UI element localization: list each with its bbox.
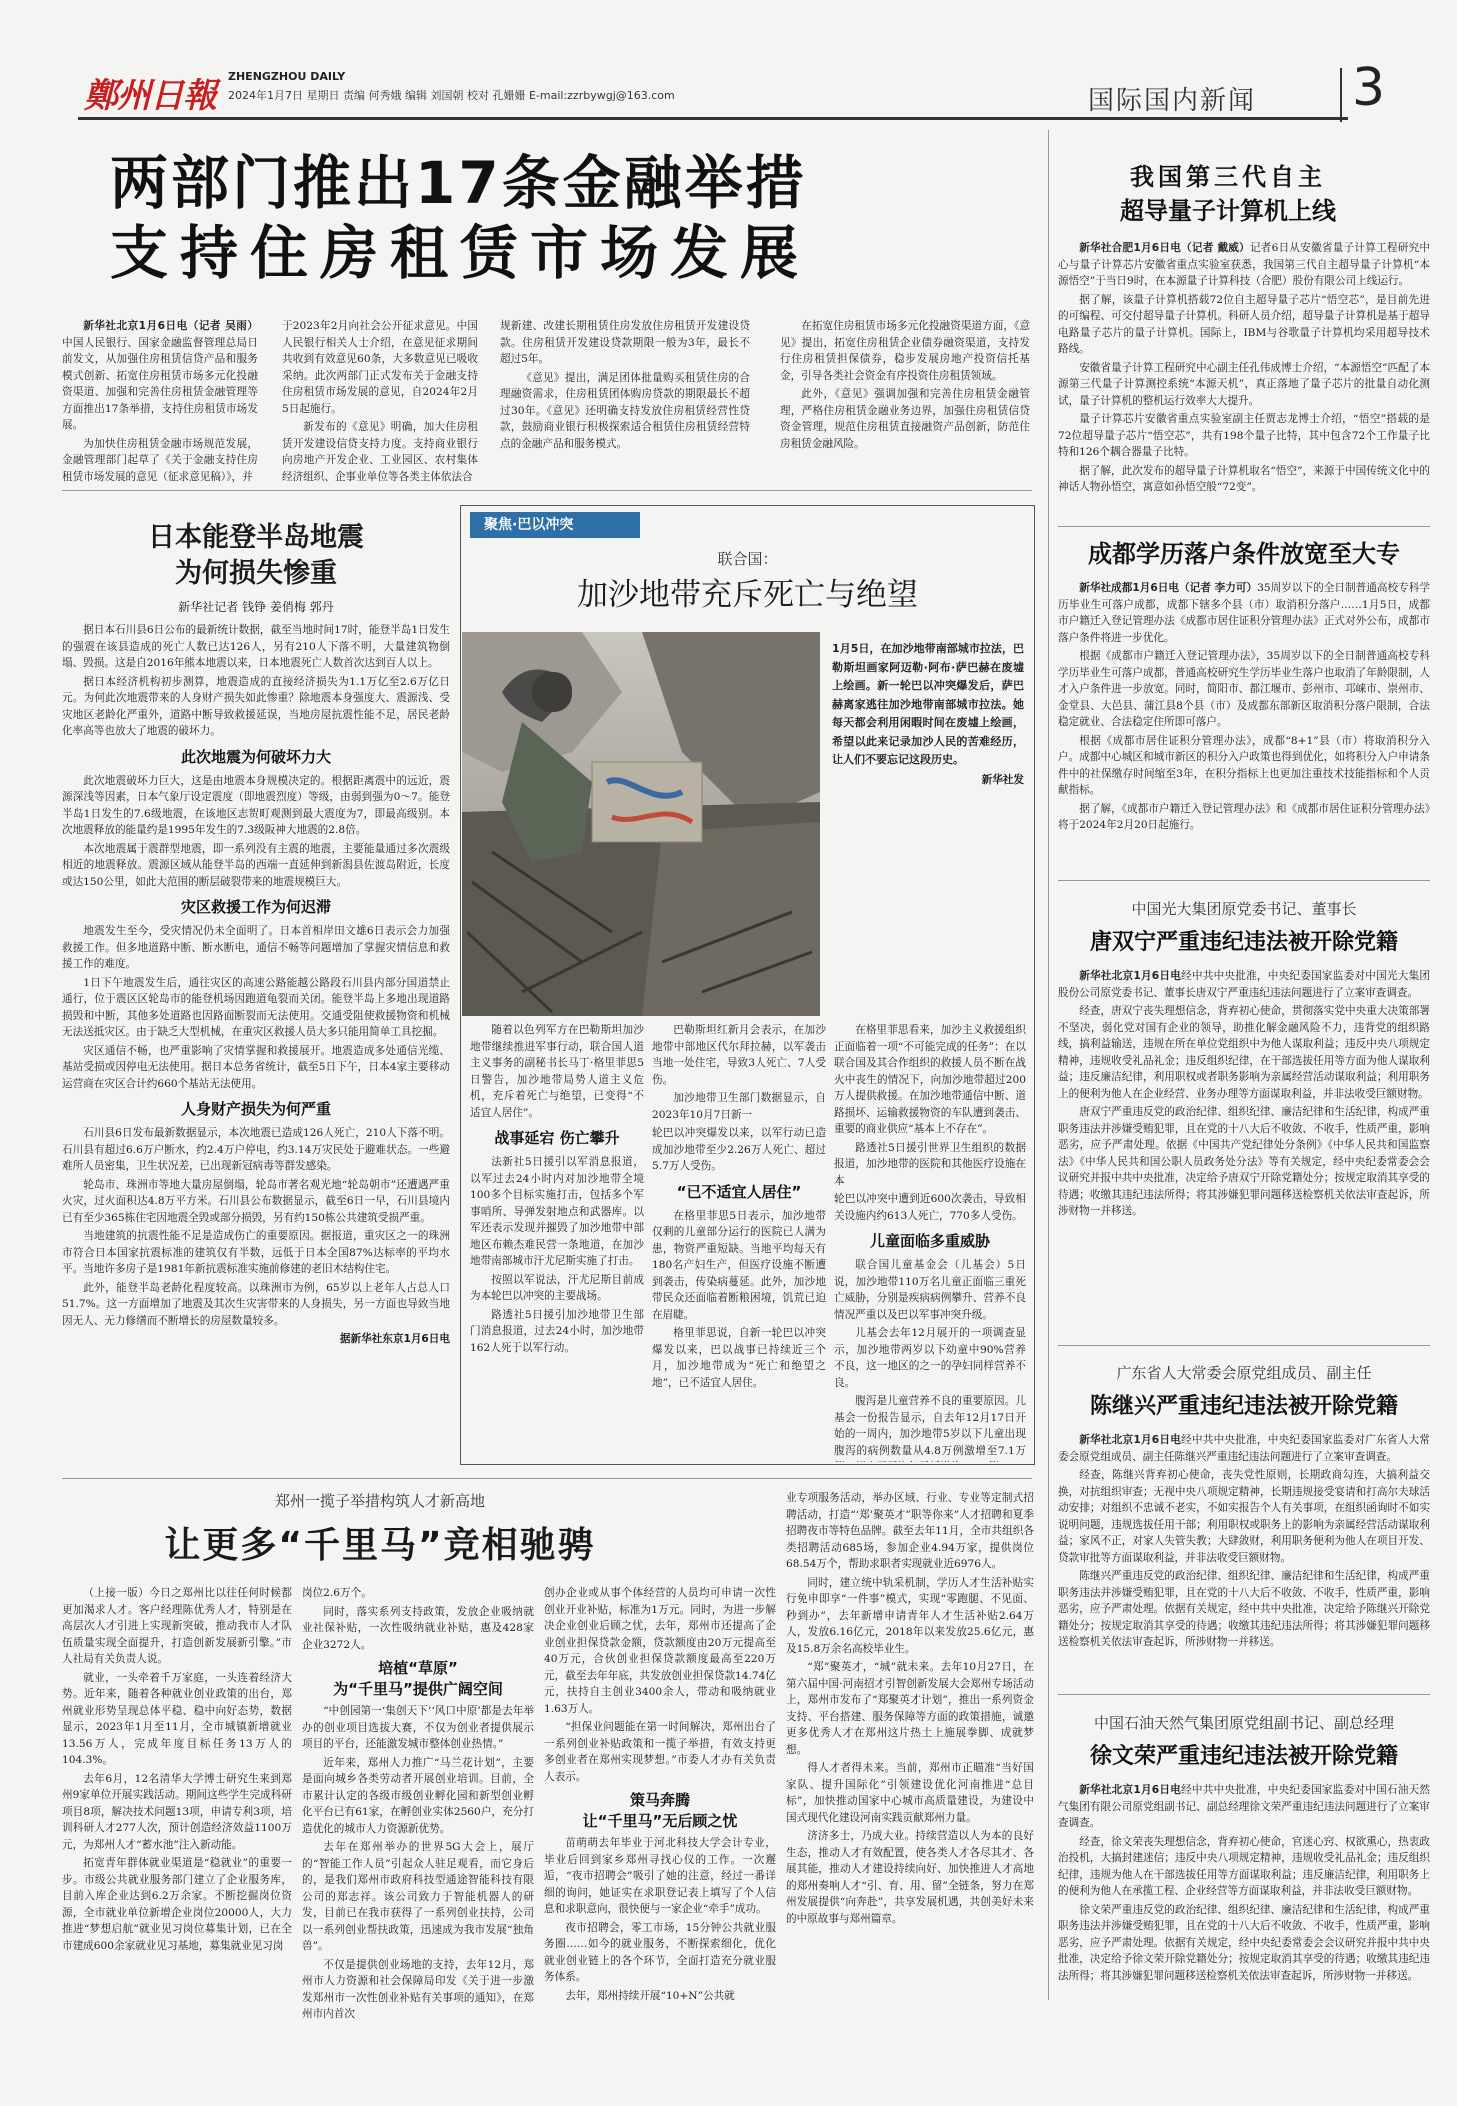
divider <box>62 1478 1032 1479</box>
zz-column-3 <box>544 1585 776 2055</box>
lead-text: 新发布的《意见》明确，加大住房租赁开发建设信贷支持力度。支持商业银行向房地产开发企业、工业园区、农村集体经济组织、企事业单位等各类主体依法合 <box>282 421 478 483</box>
zz-paragraph: 创办企业或从事个体经营的人员均可申请一次性创业开业补贴，标准为1万元。同时，为进一步解决企业创业后顾之忧，去年，郑州市还提高了企业创业担保贷款金额，贷款额度由20万元提高至40万元，合伙创业担保贷款额度最高至220万元，截至去年年底，共发放创业担保贷款14.74亿元，扶持自主创业3400余人，带动和吸纳就业1.63万人。 <box>544 1587 776 1715</box>
chen-kicker: 广东省人大常委会原党组成员、副主任 <box>1116 1364 1372 1382</box>
zz-paragraph: 济济多士，乃成大业。持续营造以人为本的良好生态，推动人才有效配置，使各类人才各尽其才、各展其能，推动人才建设持续向好、加快推进人才高地的郑州奏响人才“引、育、用、留”全链条，努力在郑州发展提供“向奔赴”，共享发展机遇，共创美好未来的中原故事与郑州篇章。 <box>786 1830 1034 1925</box>
zz-column-2 <box>302 1585 534 2055</box>
divider <box>1048 130 1049 2000</box>
page-number: 3 <box>1352 58 1386 118</box>
zz-paragraph: 同时，建立统中轨采机制，学历人才生活补贴实行免申即享“一件事”模式，实现“零跑腿、不见面、秒到办”，去年新增申请青年人才生活补贴2.64万人，发放6.16亿元，2018年以来发放25.6亿元，惠及15.8万余名高校毕业生。 <box>786 1576 1034 1655</box>
gaza-caption-text: 1月5日，在加沙地带南部城市拉法，巴勒斯坦画家阿迈勒·阿布·萨巴赫在废墟上绘画。新一轮巴以冲突爆发后，萨巴赫离家逃往加沙地带南部城市拉法。她每天都会利用闲暇时间在废墟上绘画，希望以此来记录加沙人民的苦难经历，让人们不要忘记这段历史。 <box>832 642 1024 766</box>
chengdu-text: 35周岁以下的全日制普通高校专科学历毕业生可落户成都，成都下辖多个县（市）取消积分落户……1月5日，成都市户籍迁入登记管理办法《成都市居住证积分管理办法》正式对外公布，成都市落户条件将进一步优化。 <box>1058 582 1430 644</box>
xu-title: 徐文荣严重违纪违法被开除党籍 <box>1089 1744 1398 1769</box>
zz-paragraph: 得人才者得未来。当前，郑州市正瞄准“当好国家队、提升国际化”引领建设优化河南推进“总目标”，加快推动国家中心城市高质量建设，为建设中国式现代化建设河南实践贡献郑州力量。 <box>786 1762 1034 1824</box>
gaza-paragraph: 腹泻是儿童营养不良的重要原因。儿基会一份报告显示，自去年12月17日开始的一周内，加沙地带5岁以下儿童出现腹泻的病例数量从4.8万例激增至7.1万 <box>834 1395 1026 1457</box>
xu-body <box>1058 1782 1430 2055</box>
zz-paragraph: （上接一版）今日之郑州比以往任何时候都更加渴求人才。客户经理陈优秀人才，特别是在高层次人才引进上实现新突破，推动我市人才队伍质量实现全面提升，打造创新发展新引擎。”市人社局有关负责人说。 <box>62 1587 292 1665</box>
gaza-paragraph: 轮巴以冲突爆发以来，以军行动已造成加沙地带至少2.26万人死亡、超过5.7万人受伤。 <box>652 1127 826 1172</box>
chen-headline <box>1058 1362 1430 1425</box>
japan-headline <box>62 520 450 615</box>
japan-subhead: 此次地震为何破坏力大 <box>180 747 331 766</box>
lead-text: 此外，《意见》强调加强和完善住房租赁金融管理，严格住房租赁金融业务边界，加强住房租赁信贷资金管理，规范住房租赁直接融资产品创新，防范住房租赁金融风险。 <box>780 388 1030 450</box>
quantum-text: 记者6日从安徽省量子计算工程研究中心与量子计算芯片安徽省重点实验室获悉，我国第三代自主超导量子计算机“本源悟空”于当日9时，在本源量子计算科技（合肥）股份有限公司上线运行。 <box>1058 242 1430 287</box>
zz-subhead-line2: 让“千里马”无后顾之忧 <box>582 1812 738 1830</box>
tang-headline <box>1058 898 1430 961</box>
japan-paragraph: 当地建筑的抗震性能不足是造成伤亡的重要原因。据报道，重灾区之一的珠洲市符合日本国家抗震标准的建筑仅有半数，远低于日本全国87%达标率的平均水平。当地许多房子是1981年新抗震标准实施前修建的老旧木结构住宅。 <box>62 1230 450 1275</box>
tang-text: 唐双宁严重违反党的政治纪律、组织纪律、廉洁纪律和生活纪律，构成严重职务违法并涉嫌受贿犯罪，且在党的十八大后不收敛、不收手，性质严重，影响恶劣，应予严肃处理。依据《中国共产党纪律处分条例》《中华人民共和国监察法》《中华人民共和国公职人员政务处分法》等有关规定，经中央纪委常委会会议研究并报中共中央批准，决定给予唐双宁开除党籍处分；按规定取消其享受的待遇；收缴其违纪违法所得；将其涉嫌犯罪问题移送检察机关依法审查起诉，所涉财物一并移送。 <box>1058 1106 1430 1217</box>
quantum-title-line1: 我国第三代自主 <box>1130 163 1326 191</box>
tang-title: 唐双宁严重违纪违法被开除党籍 <box>1089 930 1398 955</box>
chengdu-text: 根据《成都市户籍迁入登记管理办法》，35周岁以下的全日制普通高校专科学历毕业生可落户成都，普通高校研究生学历毕业生落户也取消了年龄限制，人才入户条件进一步放宽。同时，简阳市、都江堰市、彭州市、邛崃市、崇州市、金堂县、大邑县、蒲江县8个县（市）及成都东部新区取消积分落户限制，合法稳定就业、合法稳定住所即可落户。 <box>1058 650 1430 728</box>
lead-dateline: 新华社北京1月6日电（记者 吴雨） <box>83 320 258 332</box>
quantum-dateline: 新华社合肥1月6日电（记者 戴威） <box>1079 242 1250 254</box>
quantum-headline <box>1058 160 1398 228</box>
chen-text: 经查，陈继兴背弃初心使命，丧失党性原则，长期政商勾连，大搞利益交换，对抗组织审查；无视中央八项规定精神，长期违规接受宴请和打高尔夫球活动安排；对组织不忠诚不老实，不如实报告个人有关事项，在组织函询时不如实说明问题，违规选拔任用干部；利用职权或职务上的影响为亲属经营活动谋取利益；家风不正，对家人失管失教；大肆敛财，利用职务便利为他人在项目开发、贷款审批等方面谋取利益，并非法收受巨额财物。 <box>1058 1469 1430 1564</box>
gaza-photo-caption <box>832 640 1024 1010</box>
zz-paragraph: 苗萌萌去年毕业于河北科技大学会计专业，毕业后回到家乡郑州寻找心仪的工作。一次邂逅，“夜市招聘会”吸引了她的注意，经过一番详细的询问，她证实在求职登记表上填写了个人信息和求职意向，很快便与一家企业“牵手”成功。 <box>544 1837 776 1915</box>
gaza-photo-credit: 新华社发 <box>981 773 1024 786</box>
quantum-text: 量子计算芯片安徽省重点实验室副主任贾志龙博士介绍，“悟空”搭载的是72位超导量子芯片“悟空芯”，共有198个量子比特，其中包含72个工作量子比特和126个耦合器量子比特。 <box>1058 413 1430 458</box>
divider <box>1058 1345 1430 1346</box>
lead-headline <box>110 148 1010 288</box>
divider <box>1058 526 1430 527</box>
zz-paragraph: “担保业问题能在第一时间解决，郑州出台了一系列创业补贴政策和一揽子举措，有效支持更多创业者在郑州实现梦想。”市委人才办有关负责人表示。 <box>544 1721 776 1783</box>
zz-paragraph: “郑”聚英才，“城”就未来。去年10月27日，在第六届中国·河南招才引智创新发展大会郑州专场活动上，郑州市发布了“郑聚英才计划”，推出一系列资金支持、平台搭建、服务保障等方面的政策措施，诚邀更多优秀人才在郑州这片热土上施展拳脚、成就梦想。 <box>786 1661 1034 1756</box>
japan-body <box>62 622 450 1464</box>
gaza-headline <box>460 548 1035 617</box>
zz-headline <box>100 1490 660 1571</box>
tang-text: 经中共中央批准，中央纪委国家监委对中国光大集团股份公司原党委书记、董事长唐双宁严重违纪违法问题进行了立案审查调查。 <box>1058 970 1430 999</box>
chen-text: 陈继兴严重违反党的政治纪律、组织纪律、廉洁纪律和生活纪律，构成严重职务违法并涉嫌受贿犯罪，且在党的十八大后不收敛、不收手，性质严重，影响恶劣，应予严肃处理。依据有关规定，经中共中央批准，决定给予陈继兴开除党籍处分；按规定取消其享受的待遇；收缴其违纪违法所得；将其涉嫌犯罪问题移送检察机关依法审查起诉，所涉财物一并移送。 <box>1058 1570 1430 1648</box>
gaza-column-3 <box>834 1022 1026 1462</box>
zz-paragraph: “中创园第一‘集创天下’‘风口中原’都是去年举办的创业项目选拔大赛，不仅为创业者提供展示项目的平台，还能激发城市整体创业热情。” <box>302 1705 534 1750</box>
xu-text: 徐文荣严重违反党的政治纪律、组织纪律、廉洁纪律和生活纪律，构成严重职务违法并涉嫌受贿犯罪，且在党的十八大后不收敛、不收手，性质严重，影响恶劣，应予严肃处理。依据有关规定，经中央纪委常委会会议研究并报中共中央批准，决定给予徐文荣开除党籍处分；按规定取消其享受的待遇；收缴其违纪违法所得；将其涉嫌犯罪问题移送检察机关依法审查起诉，所涉财物一并移送。 <box>1058 1903 1430 1982</box>
gaza-paragraph: 儿基会去年12月展开的一项调查显示，加沙地带两岁以下幼童中90%营养不良，这一地区的之一的孕妇同样营养不良。 <box>834 1327 1026 1389</box>
quantum-text: 据了解，此次发布的超导量子计算机取名“悟空”，来源于中国传统文化中的神话人物孙悟空，寓意如孙悟空般“72变”。 <box>1058 464 1430 493</box>
chen-text: 经中共中央批准，中央纪委国家监委对广东省人大常委会原党组成员、副主任陈继兴严重违纪违法问题进行了立案审查调查。 <box>1058 1434 1430 1463</box>
lead-text: 于2023年2月向社会公开征求意见。中国人民银行相关人士介绍，在意见征求期间共收到有效意见60条，大多数意见已吸收采纳。此次两部门正式发布关于金融支持住房租赁市场发展的意见，自2024年2月5日起施行。 <box>282 320 478 415</box>
chengdu-text: 根据《成都市居住证积分管理办法》，成都“8+1”县（市）将取消积分入户。成都中心城区和城市新区的积分入户政策也得到优化，如将积分入户申请条件中的社保缴存时间缩至3年，在积分指标上也更加注重技术技能指标和个人贡献指标。 <box>1058 734 1430 796</box>
gaza-subhead: “已不适宜人居住” <box>676 1182 802 1201</box>
lead-text: 在拓宽住房租赁市场多元化投融资渠道方面，《意见》提出，拓宽住房租赁企业债券融资渠道，支持发行住房租赁担保债券，稳步发展房地产投资信托基金，引导各类社会资金有序投资住房租赁领域。 <box>780 320 1030 382</box>
japan-title-line1: 日本能登半岛地震 <box>148 522 364 553</box>
gaza-paragraph: 巴勒斯坦红新月会表示，在加沙地带中部地区代尔拜拉赫，以军袭击当地一处住宅，导致3人死亡、7人受伤。 <box>652 1024 826 1086</box>
chen-title: 陈继兴严重违纪违法被开除党籍 <box>1089 1394 1398 1419</box>
chengdu-title: 成都学历落户条件放宽至大专 <box>1088 540 1400 568</box>
divider <box>1058 880 1430 881</box>
zz-paragraph: 近年来，郑州人力推广“马兰花计划”，主要是面向城乡各类劳动者开展创业培训。目前，全市累计认定的各级市级创业孵化园和新型创业孵化平台已有61家，在孵创业实体2560户，充分打造优化的城市人力资源新优势。 <box>302 1756 534 1835</box>
lead-text: 中国人民银行、国家金融监督管理总局日前发文，从加强住房租赁信贷产品和服务模式创新、拓宽住房租赁市场多元化投融资渠道、加强和完善住房租赁金融管理等方面推出17条举措，支持住房租赁市场发展。 <box>62 336 258 431</box>
japan-subhead: 灾区救援工作为何迟滞 <box>180 898 331 916</box>
quantum-text: 安徽省量子计算工程研究中心副主任孔伟成博士介绍，“本源悟空”匹配了本源第三代量子计算测控系统“本源天机”，真正落地了量子芯片的批量自动化测试，量子计算机的整机运行效率大大提升。 <box>1058 361 1430 407</box>
gaza-subhead: 战事延宕 伤亡攀升 <box>494 1129 620 1147</box>
lead-column-1 <box>62 318 258 483</box>
japan-paragraph: 据日本经济机构初步测算，地震造成的直接经济损失为1.1万亿至2.6万亿日元。为何此次地震带来的人身财产损失如此惨重？除地震本身强度大、震源浅、受灾地区老龄化严重外，道路中断导致救援延误，当地房屋抗震性能不足，居民老龄化率高等也放大了地震的破坏力。 <box>62 675 450 737</box>
chengdu-body <box>1058 580 1430 876</box>
zz-paragraph: 同时，落实系列支持政策，发放企业吸纳就业社保补贴，一次性吸纳就业补贴，惠及428家企业3272人。 <box>302 1605 534 1651</box>
zz-subhead <box>544 1789 776 1831</box>
gaza-paragraph: 路透社5日援引加沙地带卫生部门消息报道，过去24小时，加沙地带162人死于以军行动。 <box>470 1308 644 1354</box>
japan-paragraph: 石川县6日发布最新数据显示，本次地震已造成126人死亡，210人下落不明。石川县有超过6.6万户断水，约2.4万户停电，约3.14万灾民处于避难状态。一些避难所人员密集，卫生状况差，已出现新冠病毒等群发感染。 <box>62 1127 450 1172</box>
zz-subhead-line1: 策马奔腾 <box>629 1791 690 1809</box>
zz-paragraph: 不仅是提供创业场地的支持，去年12月，郑州市人力资源和社会保障局印发《关于进一步激发郑州市一次性创业补贴有关事项的通知》，在郑州市内首次 <box>302 1958 534 2020</box>
lead-text: 《意见》提出，满足团体批量购买租赁住房的合理融资需求，住房租赁团体购房贷款的期限最长不超过30年。《意见》还明确支持发放住房租赁经营性贷款，鼓励商业银行积极探索适合租赁住房租赁经营特点的金融产品和服务模式。 <box>500 371 750 450</box>
lead-column-4 <box>780 318 1030 483</box>
newspaper-logo: 鄭州日報 <box>84 76 216 116</box>
zz-paragraph: 去年，郑州持续开展“10+N”公共就 <box>565 1989 735 2002</box>
japan-signoff: 据新华社东京1月6日电 <box>339 1333 450 1345</box>
divider <box>62 490 1032 491</box>
gaza-paragraph: 在格里菲思5日表示，加沙地带仅剩的儿童部分运行的医院已人满为患，物资严重短缺。当地平均每天有180名产妇生产，但医疗设施不断遭到袭击，传染病蔓延。此外，加沙地带民众还面临着断粮困境，饥荒已迫在眉睫。 <box>652 1209 826 1321</box>
zz-paragraph: 就业，一头牵着千万家庭，一头连着经济大势。近年来，随着各种就业创业政策的出台，郑州就业形势呈现总体平稳、稳中向好态势，数据显示，2023年1月至11月，全市城镇新增就业13.56万人，完成年度目标任务13万人的104.3%。 <box>62 1671 292 1766</box>
japan-paragraph: 地震发生至今，受灾情况仍未全面明了。日本首相岸田文雄6日表示会力加强救援工作。但多地道路中断、断水断电，通信不畅等问题增加了掌握灾情信息和救援工作的难度。 <box>62 925 450 970</box>
gaza-subhead: 儿童面临多重威胁 <box>869 1232 990 1250</box>
gaza-paragraph: 联合国儿童基金会（儿基会）5日说，加沙地带110万名儿童正面临三重死亡威胁，分别是疾病病例攀升、营养不良情况严重以及巴以军事冲突升级。 <box>834 1259 1026 1321</box>
gaza-kicker: 联合国： <box>717 550 778 568</box>
xu-kicker: 中国石油天然气集团原党组副书记、副总经理 <box>1093 1714 1394 1732</box>
lead-column-3 <box>500 318 750 483</box>
chen-dateline: 新华社北京1月6日电 <box>1079 1434 1182 1446</box>
gaza-title: 加沙地带充斥死亡与绝望 <box>577 577 918 613</box>
quantum-title-line2: 超导量子计算机上线 <box>1120 197 1336 225</box>
japan-paragraph: 此外，能登半岛老龄化程度较高。以珠洲市为例，65岁以上老年人占总人口51.7%。这一方面增加了地震及其次生灾害带来的人身损失，另一方面也导致当地因无人、无力修缮而不断增长的房屋数量较多。 <box>62 1281 450 1327</box>
divider <box>1058 1694 1430 1695</box>
japan-title-line2: 为何损失惨重 <box>175 558 337 589</box>
lead-text: 规新建、改建长期租赁住房发放住房租赁开发建设贷款。住房租赁开发建设贷款期限一般为3年，最长不超过5年。 <box>500 320 750 365</box>
zz-subhead-line1: 培植“草原” <box>378 1659 458 1677</box>
japan-paragraph: 轮岛市、珠洲市等地大量房屋倒塌，轮岛市著名观光地“轮岛朝市”还遭遇严重火灾，过火面积达4.8万平方米。石川县公布数据显示，截至6日一早，石川县境内已有至少365栋住宅因地震全毁或部分损毁，另有约150栋公共建筑受损严重。 <box>62 1178 450 1224</box>
zz-paragraph: 岗位2.6万个。 <box>302 1587 372 1599</box>
chengdu-text: 据了解，《成都市户籍迁入登记管理办法》和《成都市居住证积分管理办法》将于2024年2月20日起施行。 <box>1058 802 1430 831</box>
zz-paragraph: 拓宽青年群体就业渠道是“稳就业”的重要一步。市级公共就业服务部门建立了企业服务库，目前入库企业达到6.2万余家。不断挖掘岗位资源，全市就业单位新增企业岗位20000人，大力推进“梦想启航”就业见习岗位募集计划，已在全市建成600余家就业见习基地，募集就业见习岗 <box>62 1857 292 1952</box>
chengdu-dateline: 新华社成都1月6日电（记者 李力可） <box>1079 582 1258 594</box>
zz-paragraph: 去年在郑州举办的世界5G大会上，展厅的“智能工作人员”引起众人驻足观看，而它身后的，是我们郑州市政府科技型通途智能科技有限公司的郑志祥。该公司致力于智能机器人的研发，目前已在我市获得了一系列创业扶持，公司以一系列创业帮扶政策，迅速成为我市发展“独角兽”。 <box>302 1841 534 1952</box>
gaza-paragraph: 按照以军说法，汗尤尼斯目前成为本轮巴以冲突的主要战场。 <box>470 1273 644 1302</box>
gaza-paragraph: 轮巴以冲突中遭到近600次袭击，导致相关设施内约613人死亡，770多人受伤。 <box>834 1193 1026 1222</box>
gaza-paragraph: 在格里菲思看来，加沙主义救援组织正面临着一项“不可能完成的任务”：在以联合国及其合作组织的救援人员不断在战火中丧生的情况下，向加沙地带超过200万人提供救援。在加沙地带通信中断、道路损坏、运输救援物资的车队遭到袭击、重要的商业供应“基本上不存在”。 <box>834 1024 1026 1135</box>
tang-kicker: 中国光大集团原党委书记、董事长 <box>1131 900 1357 918</box>
lead-title-line1: 两部门推出17条金融举措 <box>110 149 807 217</box>
gaza-paragraph: 随着以色列军方在巴勒斯坦加沙地带继续推进军事行动，联合国人道主义事务的副秘书长马丁·格里菲思5日警告，加沙地带局势人道主义危机，充斥着死亡与绝望，已变得“不适宜人居住”。 <box>470 1024 644 1119</box>
masthead <box>0 0 1457 125</box>
gaza-photo-image <box>462 632 820 1016</box>
xu-text: 经中共中央批准，中央纪委国家监委对中国石油天然气集团有限公司原党组副书记、副总经理徐文荣严重违纪违法问题进行了立案审查调查。 <box>1058 1784 1430 1829</box>
zz-subhead <box>302 1657 534 1699</box>
gaza-paragraph: 加沙地带卫生部门数据显示，自2023年10月7日新一 <box>652 1092 826 1121</box>
issue-info: 2024年1月7日 星期日 责编 何秀娥 编辑 刘国朝 校对 孔姗姗 E-mail:zzrbywgj@163.com <box>228 89 675 102</box>
japan-subhead: 人身财产损失为何严重 <box>180 1100 331 1118</box>
xu-text: 经查，徐文荣丧失理想信念，背弃初心使命，官迷心窍、权欲熏心，热衷政治投机，大搞封建迷信；违反中央八项规定精神，违规收受礼品礼金；违反组织纪律，违规为他人在干部选拔任用等方面谋取利益；违反廉洁纪律，利用职务上的便利为他人在承揽工程、企业经营等方面谋取利益，并非法收受巨额财物。 <box>1058 1835 1430 1897</box>
tang-body <box>1058 968 1430 1340</box>
gaza-column-2 <box>652 1022 826 1462</box>
japan-paragraph: 此次地震破坏力巨大，这是由地震本身规模决定的。根据距离震中的远近，震源深浅等因素，日本气象厅设定震度（即地震烈度）等级，由弱到强为0～7。能登半岛1日发生的7.6级地震，在该地区志贺町观测到最大震度为7，即最高级别。本次地震释放的能量约是1995年发生的7.3级阪神大地震的2.8倍。 <box>62 774 450 836</box>
japan-paragraph: 灾区通信不畅，也严重影响了灾情掌握和救援展开。地震造成多处通信光缆、基站受损或因停电无法使用。据日本总务省统计，截至5日下午，日本4家主要移动运营商在灾区合计约660个基站无法使用。 <box>62 1044 450 1090</box>
zz-title: 让更多“千里马”竞相驰骋 <box>164 1525 596 1566</box>
zz-column-1 <box>62 1585 292 2055</box>
japan-paragraph: 1日下午地震发生后，通往灾区的高速公路能越公路段石川县内部分国道禁止通行，位于震区区轮岛市的能登机场因跑道龟裂而关闭。能登半岛上多地出现道路损毁和中断，其他多处道路也因路面断裂而无法使用。交通受阻使救援物资和机械无法送抵灾区。由于缺乏大型机械，在重灾区救援人员大多只能用简单工具挖掘。 <box>62 976 450 1038</box>
japan-byline: 新华社记者 钱铮 姜俏梅 郭丹 <box>178 600 334 614</box>
zz-paragraph: 业专项服务活动，举办区域、行业、专业等定制式招聘活动，打造“‘郑’聚英才”职等你来”人才招聘和夏季招聘夜市等特色品牌。截至去年11月，全市共组织各类招聘活动685场，参加企业4.94万家，提供岗位68.54万个，帮助求职者实现就业近6976人。 <box>786 1492 1034 1570</box>
quantum-body <box>1058 240 1430 522</box>
xu-dateline: 新华社北京1月6日电 <box>1079 1784 1182 1796</box>
zz-paragraph: 去年6月，12名清华大学博士研究生来到郑州9家单位开展实践活动。期间这些学生完成科研项目8项，解决技术问题13项，申请专利3项，培训科研人才277人次，预计创造经济效益1100万元，为郑州人才“蓄水池”注入新动能。 <box>62 1772 292 1851</box>
zz-subhead-line2: 为“千里马”提供广阔空间 <box>333 1680 503 1698</box>
gaza-paragraph: 格里菲思说，自新一轮巴以冲突爆发以来，巴以战事已持续近三个月，加沙地带成为“死亡和绝望之地”，已不适宜人居住。 <box>652 1327 826 1389</box>
gaza-paragraph: 法新社5日援引以军消息报道，以军过去24小时内对加沙地带全境100多个目标实施打击，包括多个军事哨所、导弹发射地点和武器库。以军还表示发现并摧毁了加沙地带中部地区布赖杰难民营一条地道，在加沙地带南部城市汗尤尼斯实施了打击。 <box>470 1156 644 1267</box>
chen-body <box>1058 1432 1430 1690</box>
zz-paragraph: 夜市招聘会，零工市场，15分钟公共就业服务圈……如今的就业服务，不断探索细化，优化就业创业链上的各个环节，全面打造充分就业服务体系。 <box>544 1921 776 1983</box>
xu-headline <box>1058 1712 1430 1775</box>
lead-text: 为加快住房租赁金融市场规范发展，金融管理部门起草了《关于金融支持住房租赁市场发展的意见（征求意见稿）》，并 <box>62 437 258 483</box>
quantum-text: 据了解，该量子计算机搭载72位自主超导量子芯片“悟空芯”，是目前先进的可编程、可交付超导量子计算机。科研人员介绍，超导量子计算机是基于超导电路量子芯片的量子计算机。国际上，IBM与谷歌量子计算机均采用超导技术路线。 <box>1058 293 1430 355</box>
zz-kicker: 郑州一揽子举措构筑人才新高地 <box>274 1492 485 1510</box>
tang-dateline: 新华社北京1月6日电 <box>1079 970 1182 982</box>
gaza-paragraph: 路透社5日援引世界卫生组织的数据报道，加沙地带的医院和其他医疗设施在本 <box>834 1141 1026 1187</box>
lead-title-line2: 支持住房租赁市场发展 <box>110 219 811 287</box>
section-title: 国际国内新闻 <box>1088 86 1257 116</box>
masthead-rule <box>78 117 1348 120</box>
japan-paragraph: 本次地震属于震群型地震，即一系列没有主震的地震，主要能量通过多次震级相近的地震释放。震源区域从能登半岛的西端一直延伸到新潟县佐渡岛附近，长度或达150公里，如此大范围的断层破裂带来的地震规模巨大。 <box>62 842 450 888</box>
tang-text: 经查，唐双宁丧失理想信念，背弃初心使命，贯彻落实党中央重大决策部署不坚决，弱化党对国有企业的领导，助推化解金融风险不力，违背党的组织路线，搞利益输送，违规在所在单位党组织中为他人谋取利益；违反中央八项规定精神，违规收受礼品礼金；违反组织纪律，在干部选拔任用等方面为他人谋取利益；违反廉洁纪律，利用职权或者职务影响为亲属经营活动谋取利益；利用职务上的便利为他人在企业经营、业务办理等方面谋取利益，并非法收受巨额财物。 <box>1058 1005 1430 1100</box>
japan-paragraph: 据日本石川县6日公布的最新统计数据，截至当地时间17时，能登半岛1日发生的强震在该县造成的死亡人数已达126人，另有210人下落不明，大量建筑物倒塌、毁损。这是自2016年熊本地震以来，日本地震死亡人数首次达到百人以上。 <box>62 624 450 669</box>
gaza-banner <box>470 512 640 538</box>
zz-column-4 <box>786 1490 1034 2055</box>
gaza-banner-label: 聚焦·巴以冲突 <box>484 517 574 533</box>
lead-column-2 <box>282 318 478 483</box>
section-divider <box>1340 68 1342 122</box>
gaza-photo <box>462 632 820 1016</box>
masthead-english-name: ZHENGZHOU DAILY <box>228 70 346 83</box>
gaza-column-1 <box>470 1022 644 1462</box>
